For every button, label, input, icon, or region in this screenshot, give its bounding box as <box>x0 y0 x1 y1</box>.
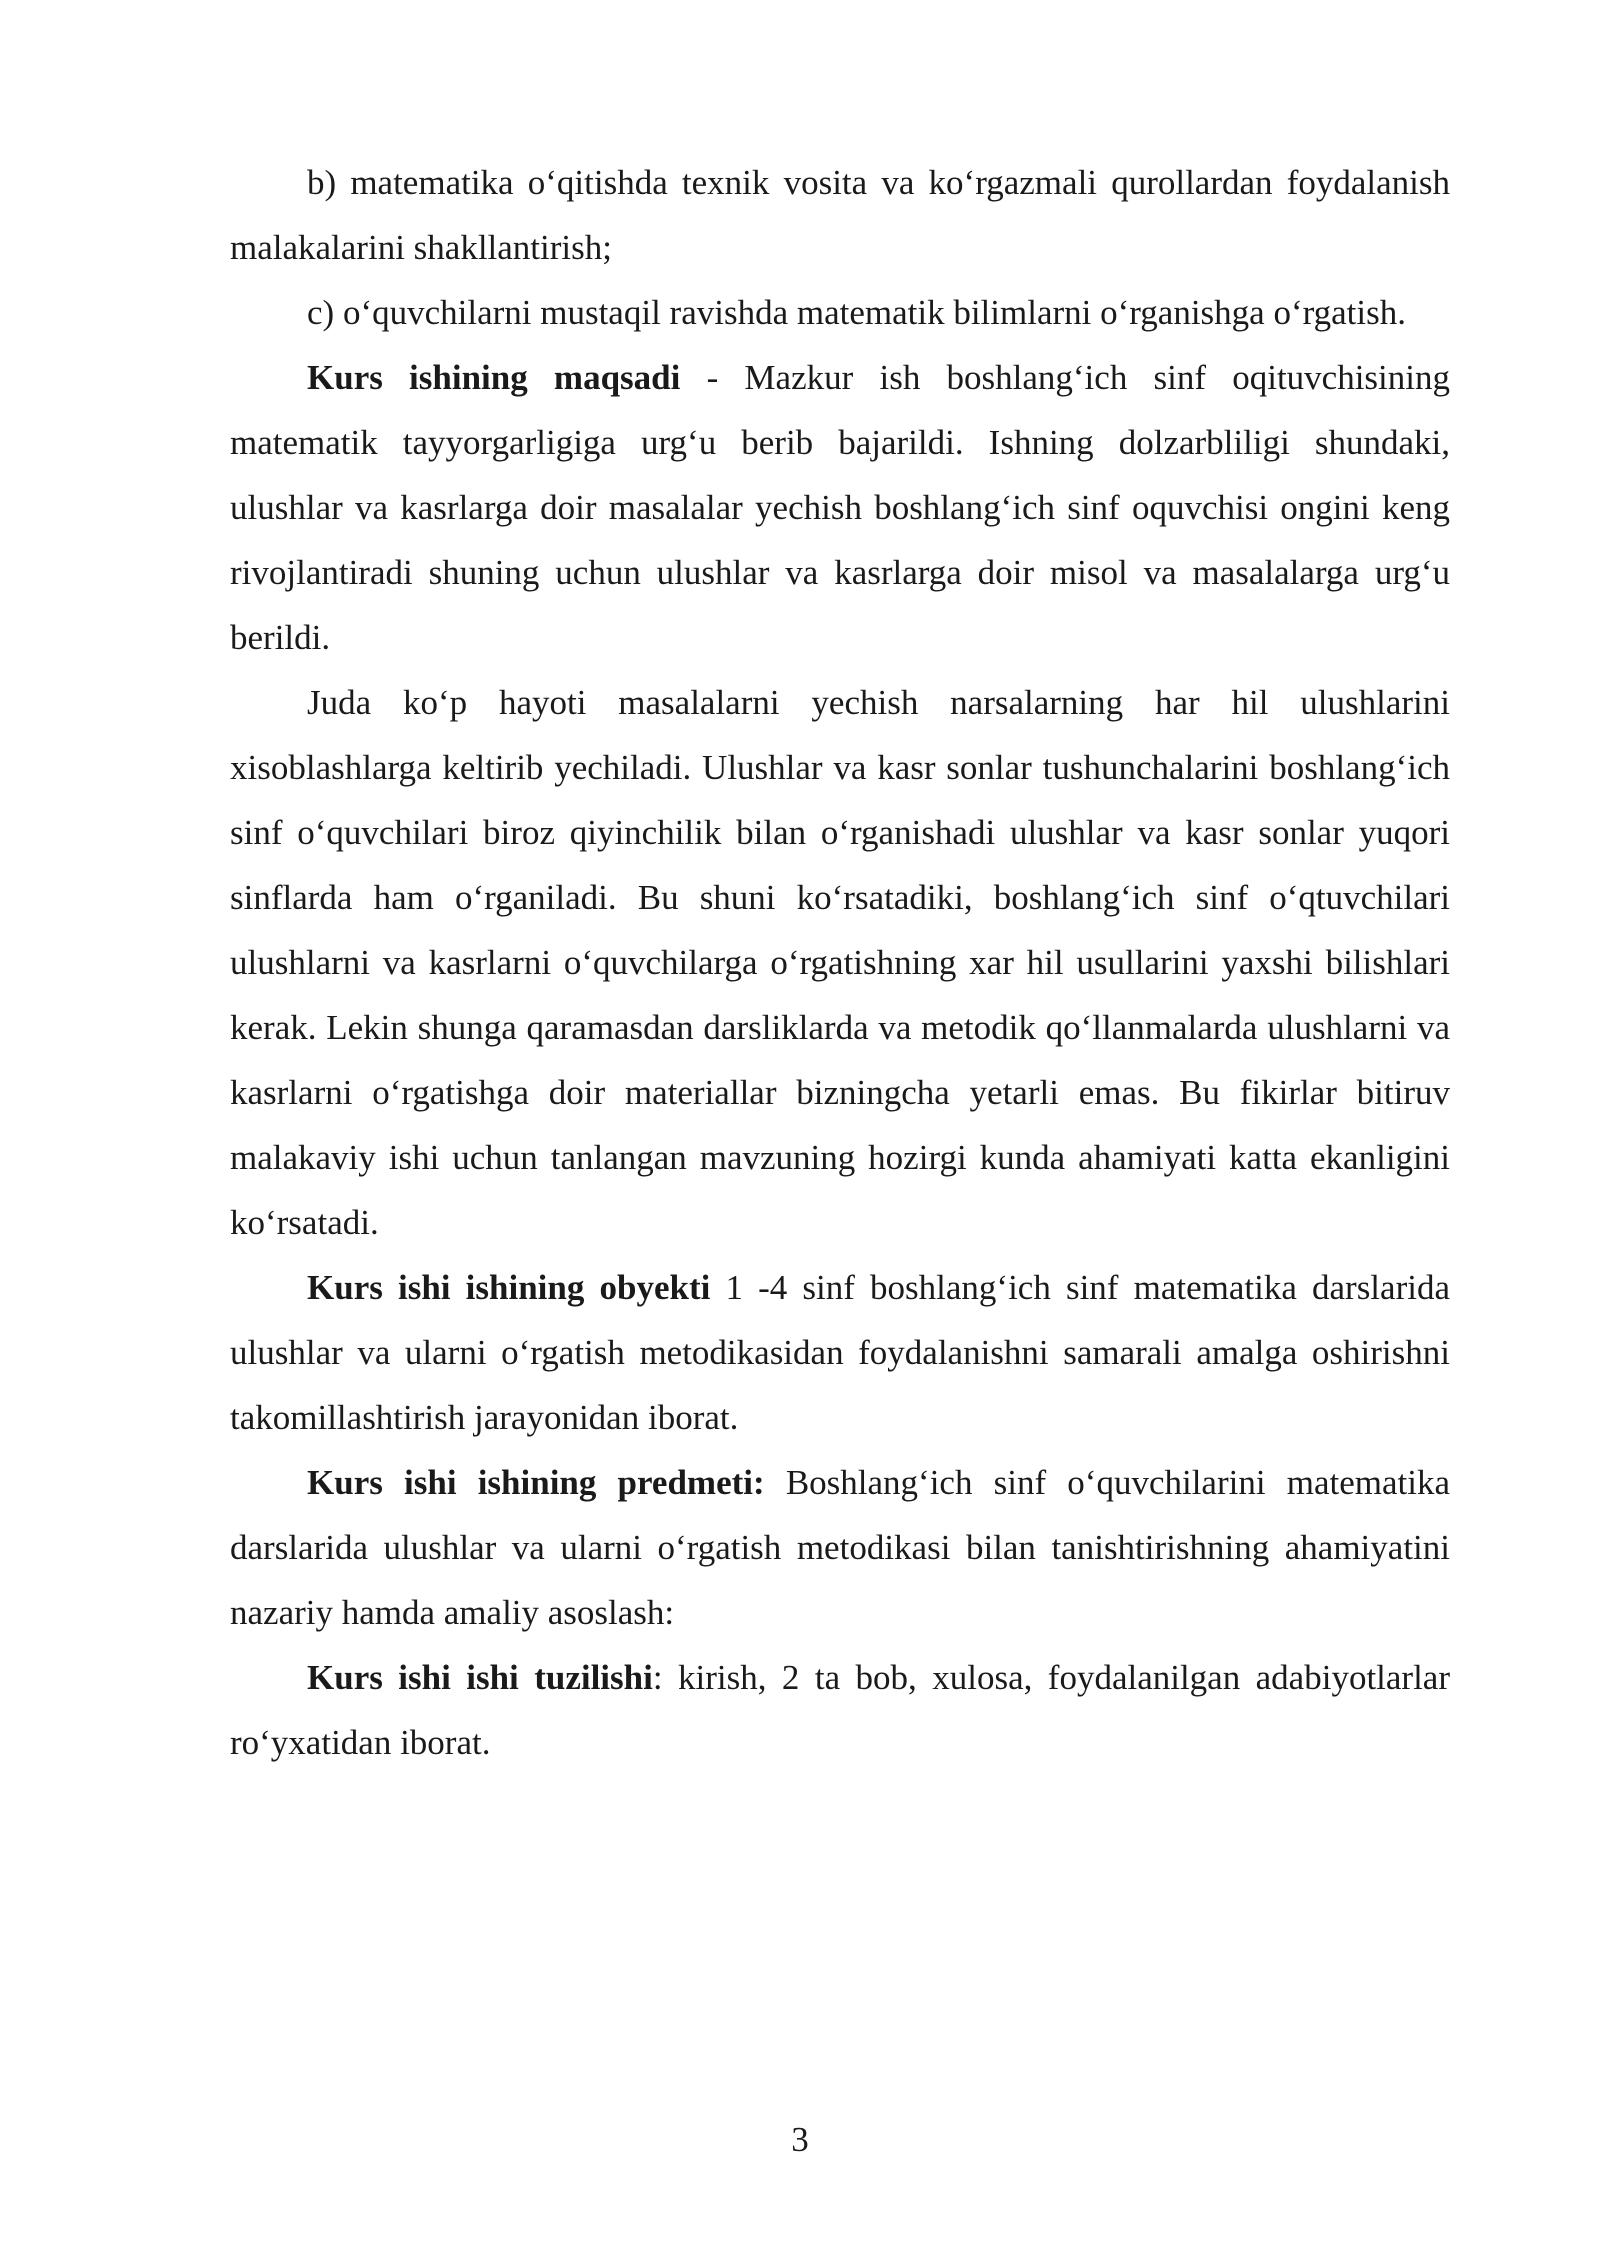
paragraph-text: c) o‘quvchilarni mustaqil ravishda matematik bilimlarni o‘rganishga o‘rgatish. <box>307 293 1406 332</box>
paragraph-text: Juda ko‘p hayoti masalalarni yechish narsalarning har hil ulushlarini xisoblashlarga keltirib yechiladi. Ulushlar va kasr sonlar tushunchalarini boshlang‘ich sinf o‘quvchilari biroz qiyinchilik bilan o‘rganishadi ulushlar va kasr sonlar yuqori sinflarda ham o‘rganiladi. Bu shuni ko‘rsatadiki, boshlang‘ich sinf o‘qtuvchilari ulushlarni va kasrlarni o‘quvchilarga o‘rgatishning xar hil usullarini yaxshi bilishlari kerak. Lekin shunga qaramasdan darsliklarda va metodik qo‘llanmalarda ulushlarni va kasrlarni o‘rgatishga doir materiallar bizningcha yetarli emas. Bu fikirlar bitiruv malakaviy ishi uchun tanlangan mavzuning hozirgi kunda ahamiyati katta ekanligini ko‘rsatadi. <box>230 683 1450 1242</box>
paragraph-subject <box>230 1450 1450 1645</box>
paragraph-text: b) matematika o‘qitishda texnik vosita va ko‘rgazmali qurollardan foydalanish malakalarini shakllantirish; <box>230 163 1450 267</box>
paragraph-goal <box>230 345 1450 670</box>
paragraph-heading: Kurs ishi ishi tuzilishi <box>307 1658 653 1697</box>
paragraph-text: - Mazkur ish boshlang‘ich sinf oqituvchisining matematik tayyorgarligiga urg‘u berib bajarildi. Ishning dolzarbliligi shundaki, ulushlar va kasrlarga doir masalalar yechish boshlang‘ich sinf oquvchisi ongini keng rivojlantiradi shuning uchun ulushlar va kasrlarga doir misol va masalalarga urg‘u berildi. <box>230 358 1450 657</box>
paragraph-structure <box>230 1645 1450 1775</box>
paragraph-text: 1 -4 sinf boshlang‘ich sinf matematika darslarida ulushlar va ularni o‘rgatish metodikasidan foydalanishni samarali amalga oshirishni takomillashtirish jarayonidan iborat. <box>230 1268 1450 1437</box>
paragraph-heading: Kurs ishi ishining obyekti <box>307 1268 711 1307</box>
body-text <box>230 150 1450 1775</box>
paragraph-text: Boshlang‘ich sinf o‘quvchilarini matematika darslarida ulushlar va ularni o‘rgatish metodikasi bilan tanishtirishning ahamiyatini nazariy hamda amaliy asoslash: <box>230 1463 1450 1632</box>
paragraph-heading: Kurs ishi ishining predmeti: <box>307 1463 765 1502</box>
paragraph-heading: Kurs ishining maqsadi <box>307 358 681 397</box>
paragraph-text: : kirish, 2 ta bob, xulosa, foydalanilgan adabiyotlarlar ro‘yxatidan iborat. <box>230 1658 1450 1762</box>
page-number: 3 <box>791 2120 809 2159</box>
paragraph-relevance <box>230 670 1450 1255</box>
paragraph-object <box>230 1255 1450 1450</box>
paragraph-item-b <box>230 150 1450 280</box>
paragraph-item-c <box>230 280 1450 345</box>
